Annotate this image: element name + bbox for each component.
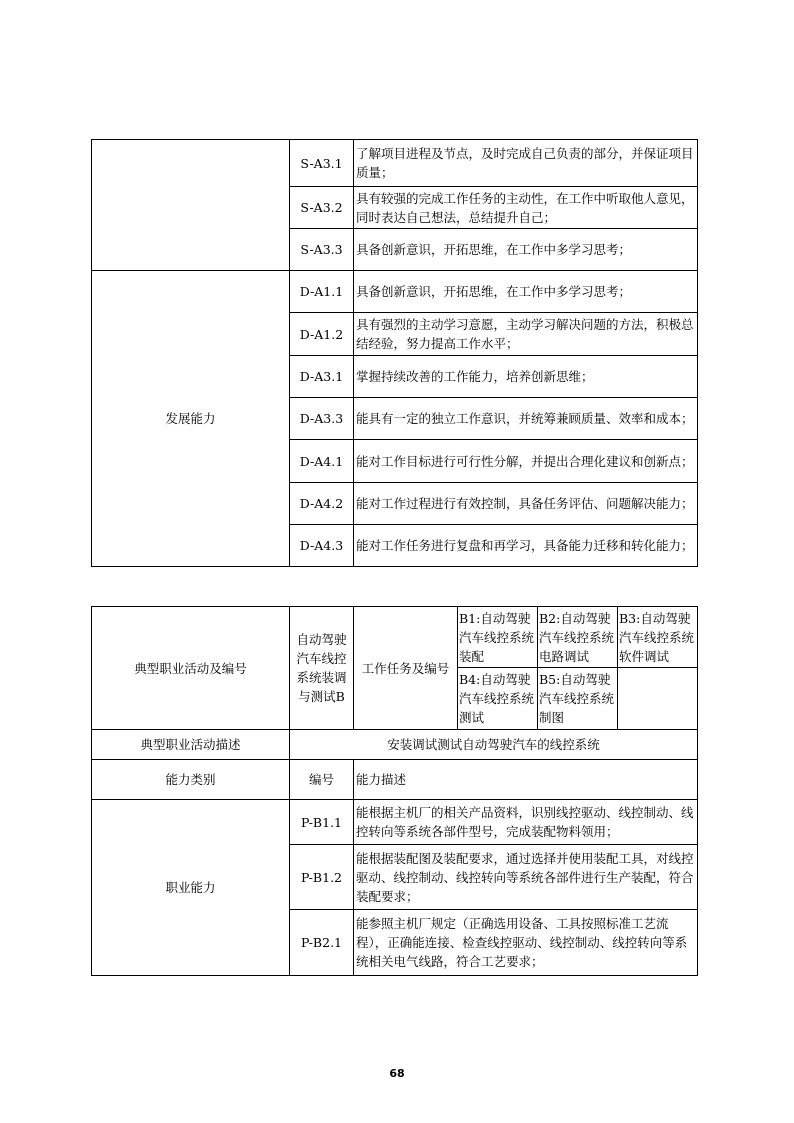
code-cell: P-B1.1 — [290, 800, 354, 845]
code-cell: S-A3.3 — [290, 229, 354, 271]
category-cell: 发展能力 — [92, 271, 290, 567]
table-row — [92, 607, 698, 668]
code-cell: D-A1.1 — [290, 271, 354, 313]
typical-activity-table — [91, 606, 698, 976]
description-cell: 能对工作目标进行可行性分解，并提出合理化建议和创新点； — [354, 440, 698, 483]
task-b1: B1:自动驾驶汽车线控系统装配 — [458, 607, 538, 668]
task-b2: B2:自动驾驶汽车线控系统电路调试 — [538, 607, 618, 668]
description-label: 典型职业活动描述 — [92, 730, 290, 760]
header-category: 能力类别 — [92, 760, 290, 800]
code-cell: S-A3.2 — [290, 187, 354, 229]
table-row — [92, 271, 698, 313]
code-cell: D-A4.2 — [290, 483, 354, 525]
code-cell: P-B2.1 — [290, 910, 354, 976]
table-row — [92, 730, 698, 760]
description-cell: 了解项目进程及节点，及时完成自己负责的部分，并保证项目质量； — [354, 140, 698, 187]
code-cell: D-A1.2 — [290, 313, 354, 356]
code-cell: D-A4.1 — [290, 440, 354, 483]
task-b3: B3:自动驾驶汽车线控系统软件调试 — [618, 607, 698, 668]
empty-task-cell — [618, 668, 698, 730]
description-cell: 掌握持续改善的工作能力，培养创新思维； — [354, 356, 698, 398]
task-b5: B5:自动驾驶汽车线控系统制图 — [538, 668, 618, 730]
description-cell: 能根据装配图及装配要求，通过选择并使用装配工具，对线控驱动、线控制动、线控转向等系统各部件进行生产装配，符合装配要求； — [354, 845, 698, 910]
task-b4: B4:自动驾驶汽车线控系统测试 — [458, 668, 538, 730]
description-cell: 具有较强的完成工作任务的主动性，在工作中听取他人意见，同时表达自己想法，总结提升自己； — [354, 187, 698, 229]
table-header-row — [92, 760, 698, 800]
description-cell: 能对工作过程进行有效控制，具备任务评估、问题解决能力； — [354, 483, 698, 525]
description-cell: 具备创新意识，开拓思维，在工作中多学习思考； — [354, 271, 698, 313]
code-cell: P-B1.2 — [290, 845, 354, 910]
code-cell: D-A3.1 — [290, 356, 354, 398]
description-cell: 能参照主机厂规定（正确选用设备、工具按照标准工艺流程），正确能连接、检查线控驱动、线控制动、线控转向等系统相关电气线路，符合工艺要求； — [354, 910, 698, 976]
code-cell: S-A3.1 — [290, 140, 354, 187]
page-number: 68 — [389, 1067, 405, 1080]
header-description: 能力描述 — [354, 760, 698, 800]
competency-table-continued — [91, 139, 698, 567]
description-value: 安装调试测试自动驾驶汽车的线控系统 — [290, 730, 698, 760]
category-cell — [92, 140, 290, 271]
header-code: 编号 — [290, 760, 354, 800]
code-cell: D-A3.3 — [290, 398, 354, 440]
code-cell: D-A4.3 — [290, 525, 354, 567]
description-cell: 能根据主机厂的相关产品资料，识别线控驱动、线控制动、线控转向等系统各部件型号，完成装配物料领用； — [354, 800, 698, 845]
description-cell: 能对工作任务进行复盘和再学习，具备能力迁移和转化能力； — [354, 525, 698, 567]
category-cell: 职业能力 — [92, 800, 290, 976]
task-label: 工作任务及编号 — [354, 607, 458, 730]
activity-label: 典型职业活动及编号 — [92, 607, 290, 730]
table-row — [92, 800, 698, 845]
description-cell: 能具有一定的独立工作意识，并统筹兼顾质量、效率和成本； — [354, 398, 698, 440]
activity-name: 自动驾驶汽车线控系统装调与测试B — [290, 607, 354, 730]
table-row — [92, 140, 698, 187]
description-cell: 具备创新意识，开拓思维，在工作中多学习思考； — [354, 229, 698, 271]
description-cell: 具有强烈的主动学习意愿，主动学习解决问题的方法，积极总结经验，努力提高工作水平； — [354, 313, 698, 356]
